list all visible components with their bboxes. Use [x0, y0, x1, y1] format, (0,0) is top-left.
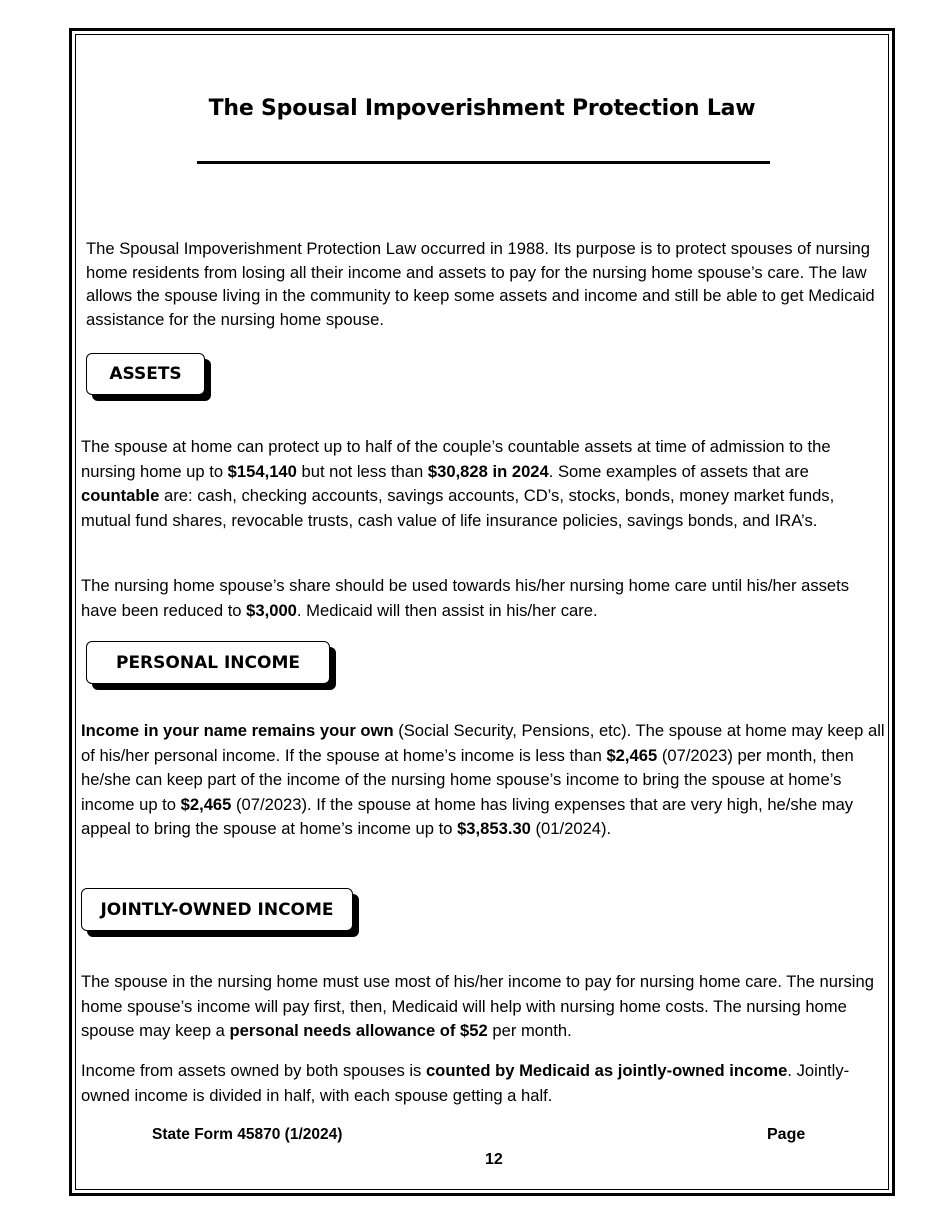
jointly-owned-paragraph-1: The spouse in the nursing home must use most of his/her income to pay for nursing home care. The nursing home spouse’s income will pay first, then, Medicaid will help with nursing home costs. The nursing home spouse may keep a personal needs allowance of $52 per month.: [81, 972, 874, 1040]
jointly-owned-income-heading: JOINTLY-OWNED INCOME: [81, 888, 353, 931]
personal-income-paragraph: Income in your name remains your own (Social Security, Pensions, etc). The spouse at home may keep all of his/her personal income. If the spouse at home’s income is less than $2,465 (07/2023) per month, then he/she can keep part of the income of the nursing home spouse’s income to bring the spouse at home’s income up to $2,465 (07/2023). If the spouse at home has living expenses that are very high, he/she may appeal to bring the spouse at home’s income up to $3,853.30 (01/2024).: [81, 721, 885, 838]
jointly-owned-paragraph-2: Income from assets owned by both spouses is counted by Medicaid as jointly-owned income. Jointly-owned income is divided in half, with each spouse getting a half.: [81, 1061, 850, 1105]
footer-form-number: State Form 45870 (1/2024): [152, 1126, 343, 1143]
footer-page-number: 12: [485, 1151, 503, 1168]
page-title: The Spousal Impoverishment Protection Law: [208, 96, 756, 121]
footer-page-label: Page: [767, 1126, 806, 1143]
title-underline: [197, 161, 770, 164]
intro-paragraph: The Spousal Impoverishment Protection Law occurred in 1988. Its purpose is to protect spouses of nursing home residents from losing all their income and assets to pay for the nursing home spouse’s care. The law allows the spouse living in the community to keep some assets and income and still be able to get Medicaid assistance for the nursing home spouse.: [86, 239, 875, 329]
personal-income-heading: PERSONAL INCOME: [86, 641, 330, 684]
assets-heading: ASSETS: [86, 353, 205, 395]
assets-paragraph-1: The spouse at home can protect up to half of the couple’s countable assets at time of admission to the nursing home up to $154,140 but not less than $30,828 in 2024. Some examples of assets that are countable are: cash, checking accounts, savings accounts, CD’s, stocks, bonds, money market funds, mutual fund shares, revocable trusts, cash value of life insurance policies, savings bonds, and IRA’s.: [81, 437, 835, 530]
assets-paragraph-2: The nursing home spouse’s share should be used towards his/her nursing home care until his/her assets have been reduced to $3,000. Medicaid will then assist in his/her care.: [81, 576, 850, 620]
